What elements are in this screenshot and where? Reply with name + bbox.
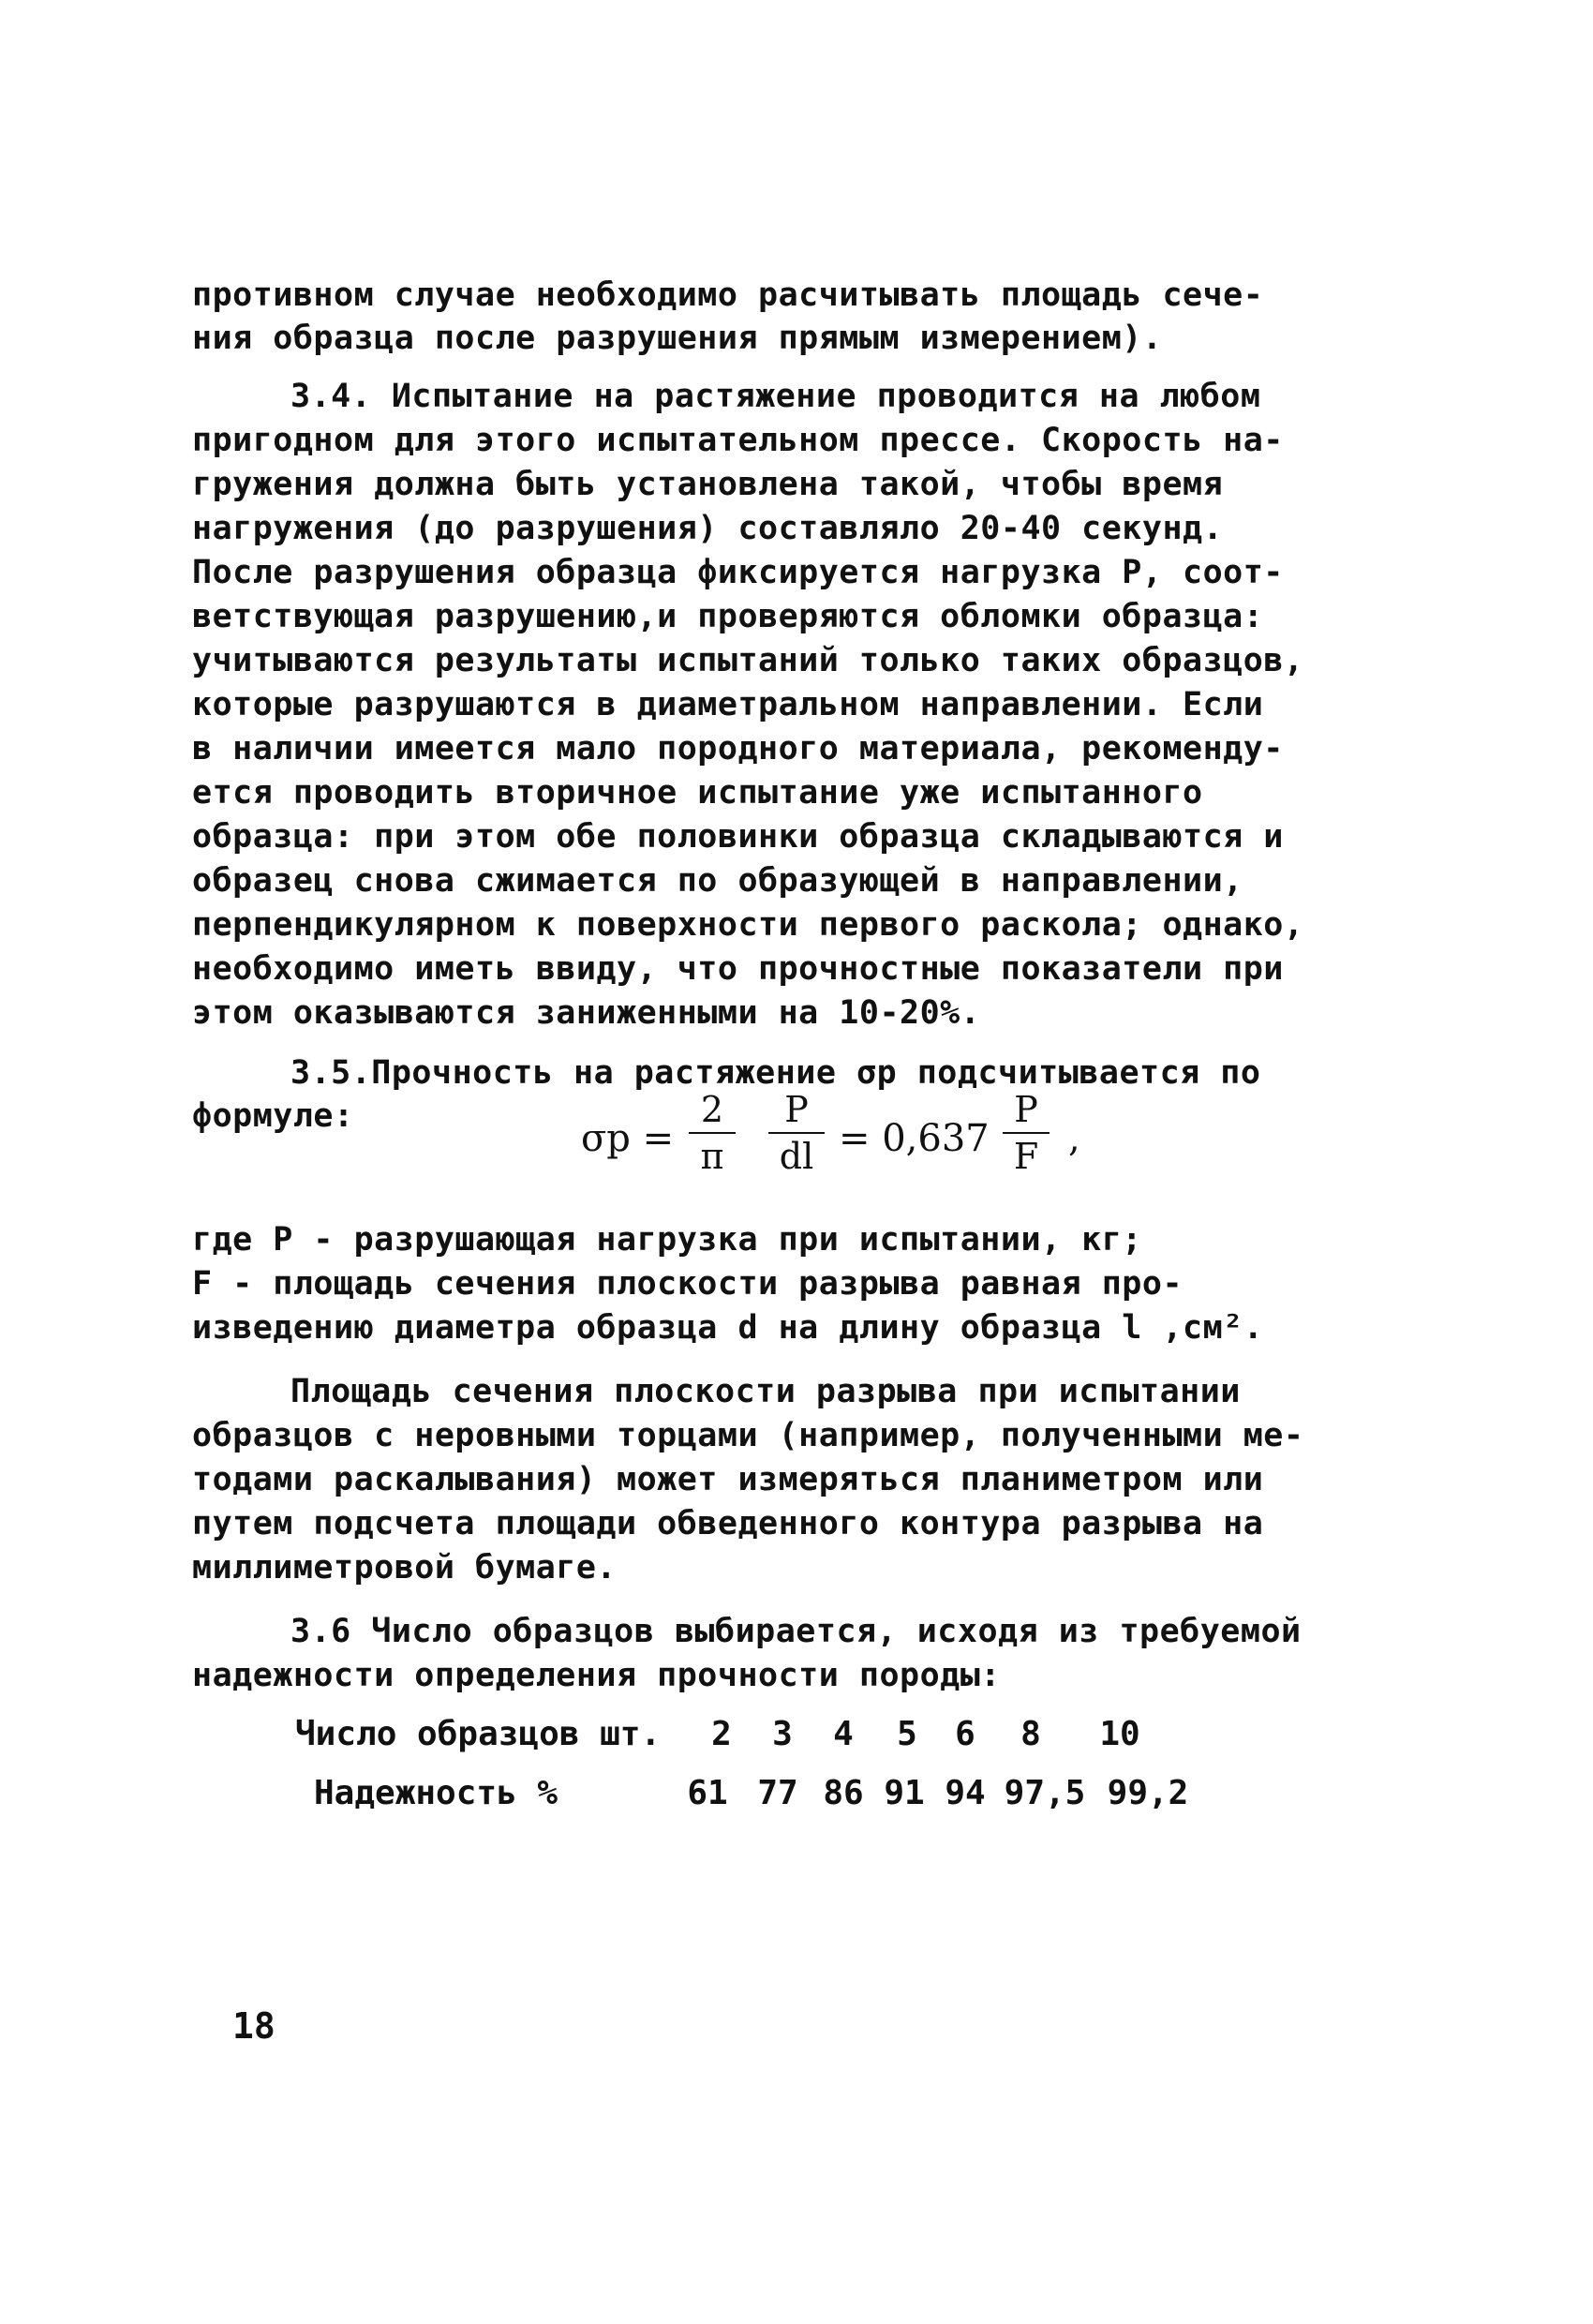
row-label: Надежность %	[314, 1774, 558, 1812]
fraction-bar	[689, 1132, 736, 1134]
formula-constant: = 0,637	[839, 1117, 990, 1160]
text-line: образец снова сжимается по образующей в направлении,	[192, 862, 1243, 900]
table-cell: 86	[823, 1774, 864, 1812]
fraction-denominator: π	[700, 1136, 724, 1177]
text-line: изведению диаметра образца d на длину образца l ,см².	[192, 1309, 1264, 1347]
row-label: Число образцов шт.	[295, 1715, 662, 1753]
table-cell: 97,5	[1004, 1774, 1086, 1812]
table-cell: 94	[945, 1774, 986, 1812]
text-line: гружения должна быть установлена такой, чтобы время	[192, 466, 1224, 503]
text-line: в наличии имеется мало породного материала, рекоменду-	[192, 730, 1284, 767]
table-cell: 3	[772, 1715, 793, 1753]
table-cell: 6	[955, 1715, 975, 1753]
formula-trail: ,	[1068, 1117, 1080, 1160]
text-line: нагружения (до разрушения) составляло 20-40 секунд.	[192, 510, 1224, 547]
table-cell: 77	[757, 1774, 798, 1812]
table-cell: 61	[687, 1774, 728, 1812]
table-cell: 4	[833, 1715, 854, 1753]
table-cell: 2	[711, 1715, 732, 1753]
paragraph-start: Площадь сечения плоскости разрыва при испытании	[290, 1373, 1241, 1410]
fraction-p-f	[1003, 1089, 1050, 1177]
text-line: формуле:	[192, 1097, 354, 1135]
fraction-bar	[768, 1132, 825, 1134]
table-cell: 99,2	[1107, 1774, 1189, 1812]
fraction-numerator: 2	[700, 1089, 724, 1130]
fraction-numerator: P	[1014, 1089, 1038, 1130]
text-line: ния образца после разрушения прямым измерением).	[192, 320, 1163, 357]
table-row	[314, 1774, 558, 1812]
table-row	[295, 1715, 661, 1753]
text-line: пригодном для этого испытательном прессе. Скорость на-	[192, 422, 1284, 459]
text-line: После разрушения образца фиксируется нагрузка Р, соот-	[192, 554, 1284, 591]
text-line: этом оказываются заниженными на 10-20%.	[192, 994, 981, 1032]
text-line: образца: при этом обе половинки образца складываются и	[192, 818, 1284, 856]
formula-lhs: σр =	[581, 1117, 675, 1160]
paragraph-start: 3.4. Испытание на растяжение проводится на любом	[290, 378, 1261, 415]
text-line: тодами раскалывания) может измеряться планиметром или	[192, 1461, 1264, 1498]
text-line: путем подсчета площади обведенного контура разрыва на	[192, 1505, 1264, 1542]
text-line: миллиметровой бумаге.	[192, 1549, 618, 1587]
page-number: 18	[232, 2005, 275, 2047]
text-line: где Р - разрушающая нагрузка при испытании, кг;	[192, 1221, 1142, 1259]
table-cell: 8	[1020, 1715, 1041, 1753]
fraction-denominator: dl	[779, 1136, 814, 1177]
paragraph-start: 3.6 Число образцов выбирается, исходя из требуемой	[290, 1613, 1302, 1650]
text-line: образцов с неровными торцами (например, полученными ме-	[192, 1417, 1304, 1454]
fraction-p-dl	[768, 1089, 825, 1177]
table-cell: 5	[897, 1715, 917, 1753]
paragraph-start: 3.5.Прочность на растяжение σр подсчитывается по	[290, 1054, 1261, 1092]
fraction-numerator: P	[784, 1089, 809, 1130]
fraction-2-pi	[689, 1089, 736, 1177]
fraction-bar	[1003, 1132, 1050, 1134]
text-line: надежности определения прочности породы:	[192, 1657, 1001, 1694]
fraction-denominator: F	[1013, 1136, 1039, 1177]
table-cell: 10	[1099, 1715, 1140, 1753]
table-cell: 91	[884, 1774, 925, 1812]
text-line: противном случае необходимо расчитывать площадь сече-	[192, 276, 1264, 314]
text-line: ветствующая разрушению,и проверяются обломки образца:	[192, 598, 1264, 635]
text-line: которые разрушаются в диаметральном направлении. Если	[192, 686, 1264, 723]
text-line: F - площадь сечения плоскости разрыва равная про-	[192, 1265, 1184, 1303]
text-line: необходимо иметь ввиду, что прочностные показатели при	[192, 950, 1284, 988]
text-line: учитываются результаты испытаний только таких образцов,	[192, 642, 1304, 679]
text-line: перпендикулярном к поверхности первого раскола; однако,	[192, 906, 1304, 944]
text-line: ется проводить вторичное испытание уже испытанного	[192, 774, 1203, 812]
